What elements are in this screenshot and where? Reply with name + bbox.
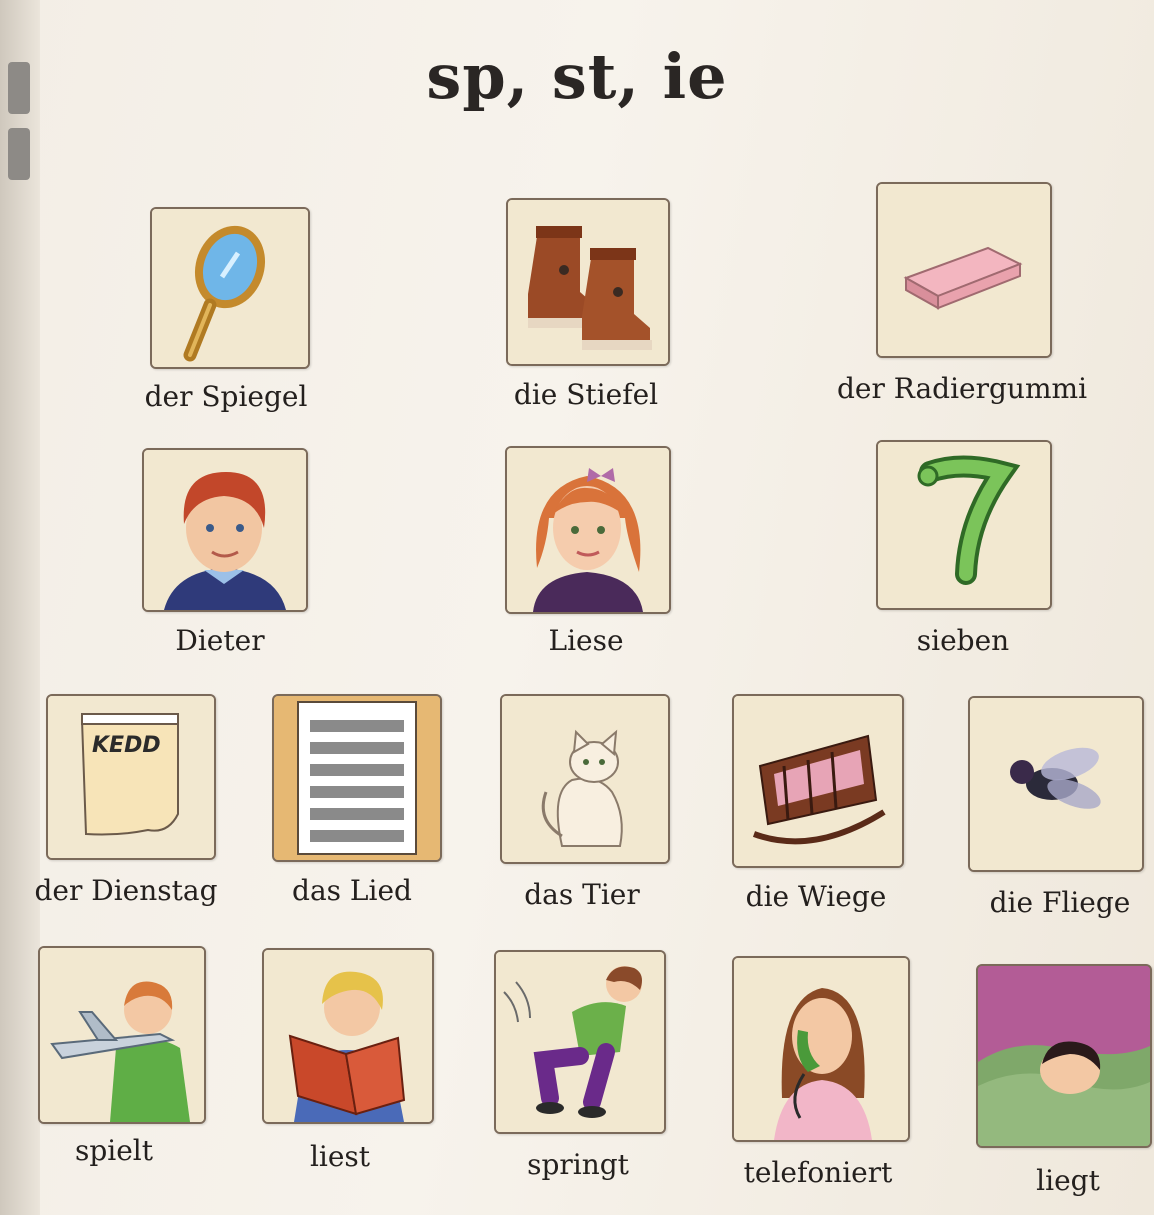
calendar-page-icon <box>48 696 214 858</box>
girl-lying-icon <box>978 966 1150 1146</box>
card-calendar <box>46 694 216 860</box>
item-label: telefoniert <box>743 1156 893 1189</box>
boy-reading-icon <box>264 950 432 1122</box>
card-eraser <box>876 182 1052 358</box>
item-label: der Dienstag <box>34 874 218 907</box>
card-boots <box>506 198 670 366</box>
card-dieter <box>142 448 308 612</box>
card-fly <box>968 696 1144 872</box>
card-liese <box>505 446 671 614</box>
boy-portrait-icon <box>144 450 306 610</box>
boots-icon <box>508 200 668 364</box>
girl-portrait-icon <box>507 448 669 612</box>
calendar-text: KEDD <box>92 733 161 758</box>
item-label: liest <box>309 1140 371 1173</box>
item-label: Liese <box>548 624 624 657</box>
hand-mirror-icon <box>152 209 308 367</box>
card-cradle <box>732 694 904 868</box>
card-jumping <box>494 950 666 1134</box>
eraser-icon <box>878 184 1050 356</box>
item-label: liegt <box>1036 1164 1100 1197</box>
page-tab <box>8 128 30 180</box>
sheet-music-icon <box>274 696 440 860</box>
card-reading <box>262 948 434 1124</box>
card-mirror <box>150 207 310 369</box>
item-label: sieben <box>916 624 1010 657</box>
item-label: die Stiefel <box>513 378 659 411</box>
item-label: der Spiegel <box>144 380 308 413</box>
number-seven-icon <box>878 442 1050 608</box>
card-song <box>272 694 442 862</box>
boy-playing-icon <box>40 948 204 1122</box>
card-phoning <box>732 956 910 1142</box>
item-label: springt <box>527 1148 629 1181</box>
item-label: das Lied <box>292 874 412 907</box>
item-label: das Tier <box>524 878 640 911</box>
card-seven <box>876 440 1052 610</box>
fly-icon <box>970 698 1142 870</box>
book-spine <box>0 0 40 1215</box>
item-label: die Wiege <box>745 880 887 913</box>
card-cat <box>500 694 670 864</box>
item-label: Dieter <box>175 624 265 657</box>
item-label: der Radiergummi <box>836 372 1088 405</box>
card-lying <box>976 964 1152 1148</box>
item-label: die Fliege <box>989 886 1131 919</box>
item-label: spielt <box>74 1134 154 1167</box>
boy-jumping-icon <box>496 952 664 1132</box>
card-playing <box>38 946 206 1124</box>
cradle-icon <box>734 696 902 866</box>
cat-icon <box>502 696 668 862</box>
page-title: sp, st, ie <box>426 40 728 113</box>
girl-phoning-icon <box>734 958 908 1140</box>
